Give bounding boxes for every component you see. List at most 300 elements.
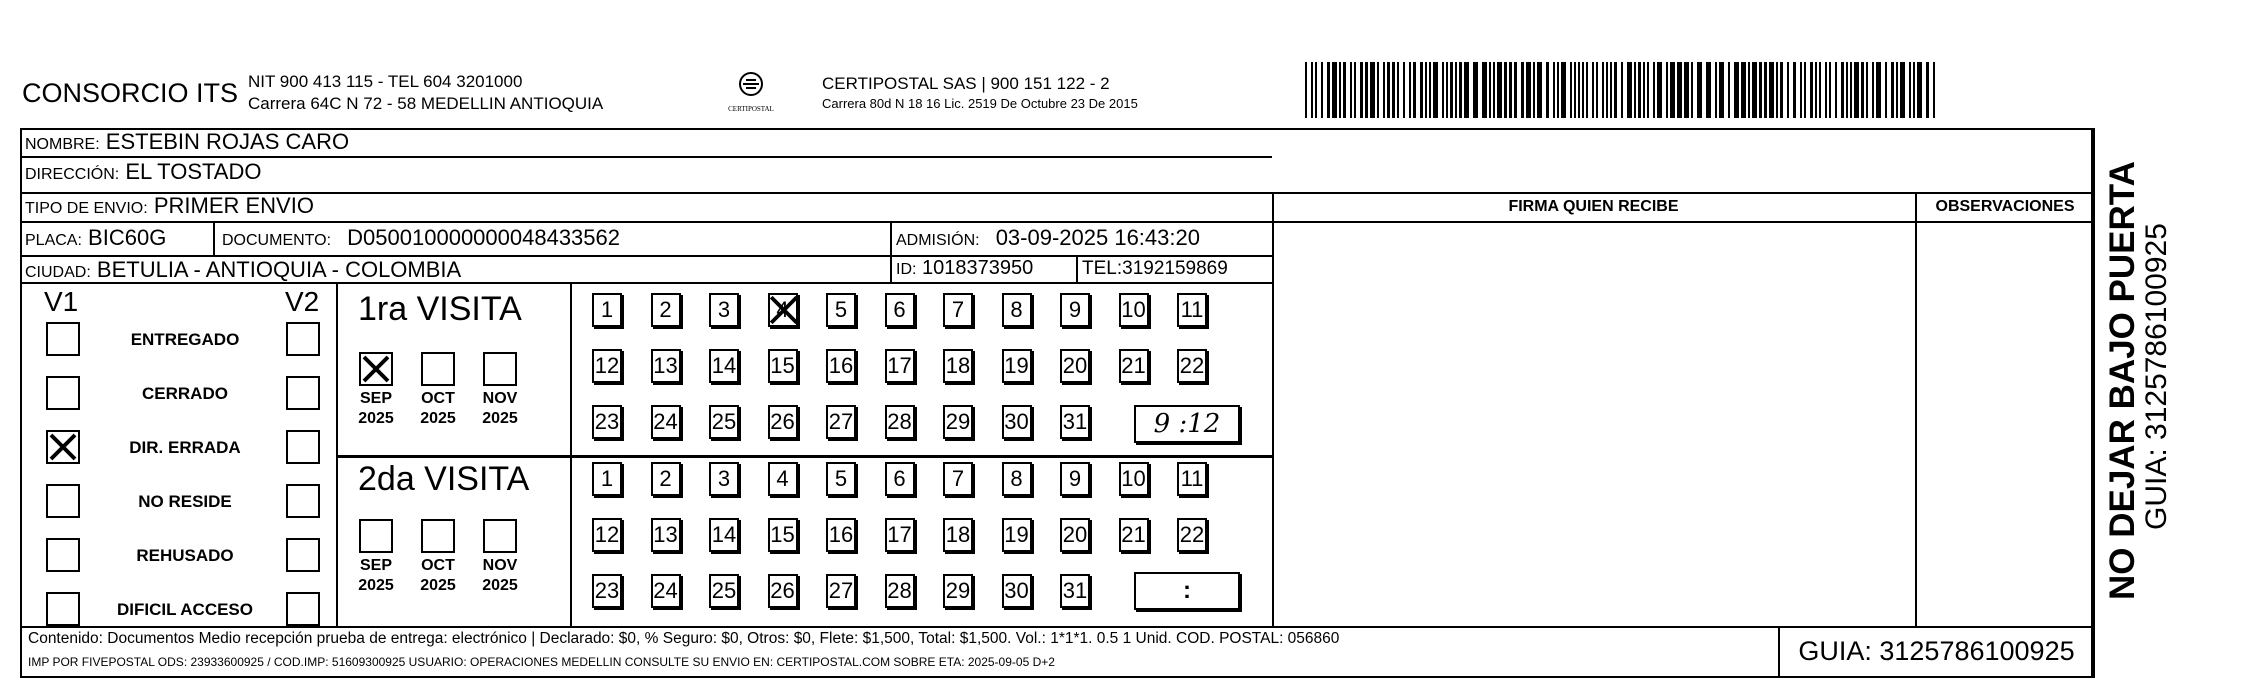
barcode-bar (1691, 62, 1693, 118)
day-box[interactable] (943, 405, 973, 439)
day-box[interactable] (1177, 293, 1207, 327)
status-label: REHUSADO (136, 546, 234, 565)
v2-checkbox[interactable] (286, 538, 320, 572)
company-name: CONSORCIO ITS (22, 78, 239, 108)
day-box[interactable] (592, 293, 622, 327)
footer-imp: IMP POR FIVEPOSTAL ODS: 23933600925 / COD.IMP: 51609300925 USUARIO: OPERACIONES MEDELLIN CONSULTE SU ENVIO EN: CERTIPOSTAL.COM SOBRE ETA: 2025-09-05 D+2 (28, 655, 1055, 669)
day-number: 11 (1180, 466, 1204, 491)
day-box[interactable] (1002, 293, 1032, 327)
barcode-bar (1719, 62, 1724, 118)
month-checkbox[interactable] (483, 352, 517, 386)
barcode-bar (1365, 62, 1368, 118)
month-checkbox[interactable] (483, 519, 517, 553)
barcode-bar (1850, 62, 1852, 118)
barcode-bar (1764, 62, 1767, 118)
v2-checkbox[interactable] (286, 322, 320, 356)
status-label: DIR. ERRADA (129, 438, 241, 457)
barcode-bar (1537, 62, 1542, 118)
day-box[interactable] (826, 293, 856, 327)
barcode-bar (1759, 62, 1762, 118)
barcode-bar (1526, 62, 1531, 118)
barcode-bar (1741, 62, 1746, 118)
barcode-bar (1482, 62, 1487, 118)
day-box[interactable] (709, 462, 739, 496)
barcode-bar (1459, 62, 1462, 118)
documento-value: D050010000000048433562 (347, 225, 621, 250)
barcode-bar (1409, 62, 1411, 118)
day-number: 16 (828, 522, 854, 547)
day-number: 13 (653, 522, 678, 547)
barcode-bar (1354, 62, 1356, 118)
barcode-bar (1574, 62, 1576, 118)
day-box[interactable] (943, 293, 973, 327)
day-box[interactable] (1119, 349, 1149, 383)
side-guia-text: GUIA: 3125786100925 (2140, 223, 2173, 530)
v2-checkbox[interactable] (286, 376, 320, 410)
day-box[interactable] (1002, 462, 1032, 496)
barcode-bar (1332, 62, 1337, 118)
day-number: 9 (1068, 466, 1082, 491)
day-box[interactable] (885, 574, 915, 608)
barcode-bar (1926, 62, 1929, 118)
placa-label: PLACA: (25, 232, 82, 249)
barcode-bar (1327, 62, 1330, 118)
day-number: 10 (1121, 297, 1146, 322)
barcode-bar (1425, 62, 1427, 118)
month-name: SEP (359, 557, 392, 574)
ciudad-field (25, 257, 461, 283)
day-number: 22 (1179, 353, 1205, 378)
tipo-value: PRIMER ENVIO (153, 193, 314, 218)
observaciones-label: OBSERVACIONES (1935, 198, 2075, 215)
barcode-bar (1697, 62, 1702, 118)
day-number: 4 (776, 466, 789, 491)
barcode-bar (1383, 62, 1385, 118)
day-number: 30 (1004, 409, 1029, 434)
observaciones-area[interactable] (1917, 223, 2093, 626)
barcode-bar (1546, 62, 1549, 118)
day-box[interactable] (768, 518, 798, 552)
barcode-bar (1311, 62, 1313, 118)
barcode-bar (1305, 62, 1307, 118)
status-label: DIFICIL ACCESO (116, 600, 253, 619)
v1-checkbox[interactable] (46, 322, 80, 356)
day-box[interactable] (592, 462, 622, 496)
day-number: 10 (1121, 466, 1146, 491)
barcode-bar (1339, 62, 1341, 118)
month-checkbox[interactable] (421, 519, 455, 553)
month-checkbox[interactable] (359, 352, 393, 386)
v1-label: V1 (44, 286, 79, 317)
barcode-bar (1861, 62, 1864, 118)
day-box[interactable] (709, 574, 739, 608)
day-box[interactable] (826, 518, 856, 552)
barcode-bar (1557, 62, 1559, 118)
day-number: 19 (1004, 522, 1029, 547)
barcode-bar (1825, 62, 1827, 118)
day-box[interactable] (943, 518, 973, 552)
day-box[interactable] (709, 518, 739, 552)
day-number: 25 (711, 578, 737, 603)
second-visit-title: 2da VISITA (358, 460, 530, 498)
barcode-bar (1846, 62, 1848, 118)
barcode-bar (1343, 62, 1346, 118)
day-number: 7 (951, 297, 965, 322)
admision-label: ADMISIÓN: (896, 232, 980, 249)
ciudad-value: BETULIA - ANTIOQUIA - COLOMBIA (96, 257, 462, 282)
day-number: 2 (659, 466, 672, 491)
barcode-bar (1752, 62, 1757, 118)
status-label: NO RESIDE (138, 492, 232, 511)
barcode-bar (1876, 62, 1881, 118)
day-box[interactable] (885, 349, 915, 383)
tel-field (1082, 258, 1228, 280)
day-number: 20 (1062, 522, 1088, 547)
direccion-label: DIRECCIÓN: (25, 166, 120, 183)
day-number: 17 (887, 522, 912, 547)
day-box[interactable] (1177, 462, 1207, 496)
no-dejar-text: NO DEJAR BAJO PUERTA (2103, 161, 2142, 600)
certipostal-line: CERTIPOSTAL SAS | 900 151 122 - 2 (822, 74, 1110, 93)
day-number: 19 (1004, 353, 1029, 378)
day-box[interactable] (592, 518, 622, 552)
certipostal-address: Carrera 80d N 18 16 Lic. 2519 De Octubre 23 De 2015 (822, 96, 1138, 111)
day-box[interactable] (885, 462, 915, 496)
day-number: 29 (945, 409, 971, 434)
barcode-bar (1596, 62, 1598, 118)
nit-line: NIT 900 413 115 - TEL 604 3201000 (248, 72, 523, 91)
day-box[interactable] (1119, 462, 1149, 496)
barcode-bar (1780, 62, 1783, 118)
v2-checkbox[interactable] (286, 484, 320, 518)
day-number: 13 (653, 353, 678, 378)
barcode-bar (1586, 62, 1588, 118)
day-box[interactable] (768, 462, 798, 496)
day-box[interactable] (826, 349, 856, 383)
v1-checkbox[interactable] (46, 538, 80, 572)
day-box[interactable] (592, 349, 622, 383)
direccion-value: EL TOSTADO (125, 159, 262, 184)
month-name: SEP (359, 390, 392, 407)
barcode-bar (1370, 62, 1375, 118)
day-box[interactable] (1060, 349, 1090, 383)
day-number: 21 (1121, 522, 1146, 547)
logo-text: CERTIPOSTAL (728, 105, 774, 113)
month-checkbox[interactable] (421, 352, 455, 386)
day-number: 8 (1010, 297, 1023, 322)
day-number: 9 (1068, 297, 1082, 322)
v2-checkbox[interactable] (286, 430, 320, 464)
day-number: 21 (1121, 353, 1146, 378)
barcode-bar (1643, 62, 1645, 118)
month-name: OCT (421, 557, 455, 574)
admision-value: 03-09-2025 16:43:20 (995, 225, 1200, 250)
day-number: 27 (828, 578, 854, 603)
day-number: 23 (594, 409, 620, 434)
day-number: 16 (828, 353, 854, 378)
barcode-bar (1706, 62, 1711, 118)
day-number: 6 (893, 466, 906, 491)
day-number: 20 (1062, 353, 1088, 378)
day-box[interactable] (1002, 574, 1032, 608)
tel-value: 3192159869 (1122, 258, 1228, 279)
barcode-bar (1509, 62, 1512, 118)
first-visit-title: 1ra VISITA (358, 290, 522, 328)
barcode (1305, 62, 1940, 120)
day-box[interactable] (826, 462, 856, 496)
barcode-bar (1634, 62, 1636, 118)
barcode-bar (1872, 62, 1874, 118)
footer-guia: GUIA: 3125786100925 (1798, 636, 2075, 666)
barcode-bar (1647, 62, 1649, 118)
day-number: 31 (1062, 409, 1088, 434)
barcode-bar (1473, 62, 1478, 118)
month-year: 2025 (358, 410, 394, 427)
barcode-bar (1728, 62, 1730, 118)
month-label (347, 389, 405, 429)
barcode-bar (1504, 62, 1507, 118)
barcode-bar (1657, 62, 1662, 118)
day-box[interactable] (1002, 518, 1032, 552)
barcode-bar (1602, 62, 1604, 118)
barcode-bar (1493, 62, 1495, 118)
company-address: Carrera 64C N 72 - 58 MEDELLIN ANTIOQUIA (248, 94, 604, 113)
barcode-bar (1891, 62, 1894, 118)
second-time-box[interactable] (1134, 572, 1240, 610)
ciudad-label: CIUDAD: (25, 264, 91, 281)
barcode-bar (1514, 62, 1517, 118)
barcode-bar (1420, 62, 1423, 118)
barcode-bar (1533, 62, 1535, 118)
id-value: 1018373950 (922, 257, 1034, 279)
barcode-bar (1360, 62, 1363, 118)
day-number: 23 (594, 578, 620, 603)
day-box[interactable] (651, 518, 681, 552)
status-label: CERRADO (142, 384, 228, 403)
barcode-bar (1776, 62, 1778, 118)
barcode-bar (1455, 62, 1457, 118)
nombre-label: NOMBRE: (25, 136, 100, 153)
day-number: 29 (945, 578, 971, 603)
barcode-bar (1561, 62, 1566, 118)
day-box[interactable] (651, 574, 681, 608)
day-box[interactable] (1002, 349, 1032, 383)
barcode-bar (1900, 62, 1905, 118)
first-time-value: 9 :12 (1153, 409, 1221, 439)
day-box[interactable] (592, 574, 622, 608)
barcode-bar (1866, 62, 1868, 118)
barcode-bar (1627, 62, 1632, 118)
tipo-label: TIPO DE ENVIO: (25, 200, 148, 217)
day-box[interactable] (826, 574, 856, 608)
day-number: 26 (770, 578, 795, 603)
day-box-marked[interactable]: 4 (768, 293, 798, 327)
day-number: 3 (717, 297, 731, 322)
day-number: 1 (600, 297, 614, 322)
barcode-bar (1917, 62, 1922, 118)
day-number: 31 (1062, 578, 1088, 603)
barcode-bar (1670, 62, 1675, 118)
day-number: 11 (1180, 297, 1204, 322)
day-number: 18 (945, 522, 971, 547)
day-box[interactable] (826, 405, 856, 439)
day-box[interactable] (885, 293, 915, 327)
day-box[interactable] (1002, 405, 1032, 439)
day-box[interactable] (1119, 518, 1149, 552)
barcode-bar (1464, 62, 1469, 118)
day-box[interactable] (943, 462, 973, 496)
barcode-bar (1800, 62, 1802, 118)
month-checkbox[interactable] (359, 519, 393, 553)
barcode-bar (1769, 62, 1774, 118)
v1-checkbox[interactable] (46, 376, 80, 410)
day-number: 3 (717, 466, 731, 491)
barcode-bar (1829, 62, 1831, 118)
tel-label: TEL: (1082, 258, 1123, 279)
barcode-bar (1570, 62, 1572, 118)
month-label (347, 556, 405, 596)
day-number: 26 (770, 409, 795, 434)
day-box[interactable] (1060, 405, 1090, 439)
barcode-bar (1446, 62, 1448, 118)
barcode-bar (1397, 62, 1399, 118)
day-box[interactable] (1177, 349, 1207, 383)
barcode-bar (1793, 62, 1796, 118)
day-number: 24 (653, 409, 678, 434)
month-year: 2025 (482, 410, 518, 427)
barcode-bar (1854, 62, 1859, 118)
documento-field (222, 225, 620, 251)
barcode-bar (1610, 62, 1612, 118)
barcode-bar (1497, 62, 1502, 118)
second-time-value: : (1183, 577, 1191, 604)
barcode-bar (1614, 62, 1617, 118)
v1-checkbox[interactable] (46, 430, 80, 464)
nombre-value: ESTEBIN ROJAS CARO (105, 129, 350, 154)
barcode-bar (1489, 62, 1491, 118)
admision-field (896, 225, 1200, 251)
day-box[interactable] (709, 349, 739, 383)
barcode-bar (1913, 62, 1915, 118)
day-box[interactable] (651, 349, 681, 383)
v2-checkbox[interactable] (286, 592, 320, 626)
month-name: OCT (421, 390, 455, 407)
barcode-bar (1841, 62, 1844, 118)
day-box[interactable] (768, 574, 798, 608)
nombre-field (25, 129, 349, 155)
day-box[interactable] (651, 462, 681, 496)
barcode-bar (1450, 62, 1453, 118)
day-number: 5 (834, 466, 848, 491)
day-number: 15 (770, 522, 795, 547)
day-box[interactable] (651, 293, 681, 327)
day-number: 7 (951, 466, 965, 491)
day-box[interactable] (768, 349, 798, 383)
direccion-field (25, 159, 261, 185)
id-label: ID: (896, 261, 917, 278)
barcode-bar (1638, 62, 1641, 118)
day-number: 14 (711, 353, 737, 378)
barcode-bar (1896, 62, 1898, 118)
day-box[interactable] (1177, 518, 1207, 552)
barcode-bar (1815, 62, 1817, 118)
day-number: 22 (1179, 522, 1205, 547)
v1-checkbox[interactable] (46, 484, 80, 518)
month-label (409, 389, 467, 429)
barcode-bar (1804, 62, 1806, 118)
v2-label: V2 (285, 286, 320, 317)
day-box[interactable] (885, 405, 915, 439)
barcode-bar (1429, 62, 1431, 118)
barcode-bar (1582, 62, 1584, 118)
barcode-bar (1606, 62, 1608, 118)
day-number: 18 (945, 353, 971, 378)
day-box[interactable] (1060, 574, 1090, 608)
day-box[interactable] (651, 405, 681, 439)
barcode-bar (1819, 62, 1821, 118)
barcode-bar (1442, 62, 1444, 118)
v1-checkbox[interactable] (46, 592, 80, 626)
month-label (471, 389, 529, 429)
barcode-bar (1403, 62, 1405, 118)
day-box[interactable] (1060, 462, 1090, 496)
barcode-bar (1715, 62, 1717, 118)
day-number: 17 (887, 353, 912, 378)
barcode-bar (1684, 62, 1689, 118)
day-number: 12 (594, 353, 620, 378)
month-label (471, 556, 529, 596)
barcode-bar (1413, 62, 1416, 118)
day-number: 28 (887, 578, 912, 603)
day-box[interactable] (709, 405, 739, 439)
month-name: NOV (482, 557, 518, 574)
day-number: 25 (711, 409, 737, 434)
month-year: 2025 (482, 577, 518, 594)
first-time-box[interactable] (1134, 405, 1240, 443)
day-box[interactable] (592, 405, 622, 439)
day-number: 5 (834, 297, 848, 322)
day-box[interactable] (943, 574, 973, 608)
day-box[interactable] (709, 293, 739, 327)
barcode-bar (1810, 62, 1813, 118)
month-year: 2025 (358, 577, 394, 594)
barcode-bar (1621, 62, 1623, 118)
day-box[interactable] (885, 518, 915, 552)
day-number: 12 (594, 522, 620, 547)
day-box[interactable] (1060, 518, 1090, 552)
day-box[interactable] (768, 405, 798, 439)
day-number: 1 (600, 466, 614, 491)
barcode-bar (1909, 62, 1911, 118)
barcode-bar (1787, 62, 1789, 118)
id-field (896, 257, 1033, 280)
day-box[interactable] (1119, 293, 1149, 327)
barcode-bar (1653, 62, 1655, 118)
day-number: 6 (893, 297, 906, 322)
barcode-bar (1387, 62, 1390, 118)
firma-area[interactable] (1274, 223, 1915, 626)
month-label (409, 556, 467, 596)
day-number: 2 (659, 297, 672, 322)
day-box[interactable] (943, 349, 973, 383)
logo-icon (734, 70, 768, 100)
barcode-bar (1392, 62, 1395, 118)
day-number: 24 (653, 578, 678, 603)
status-label: ENTREGADO (130, 330, 240, 349)
barcode-bar (1553, 62, 1555, 118)
footer-contenido: Contenido: Documentos Medio recepción prueba de entrega: electrónico | Declarado: $0, % Seguro: $0, Otros: $0, Flete: $1,500, Total: $1,500. Vol.: 1*1*1. 0.5 1 Unid. COD. POSTAL: 056860 (28, 630, 1340, 647)
day-box[interactable] (1060, 293, 1090, 327)
